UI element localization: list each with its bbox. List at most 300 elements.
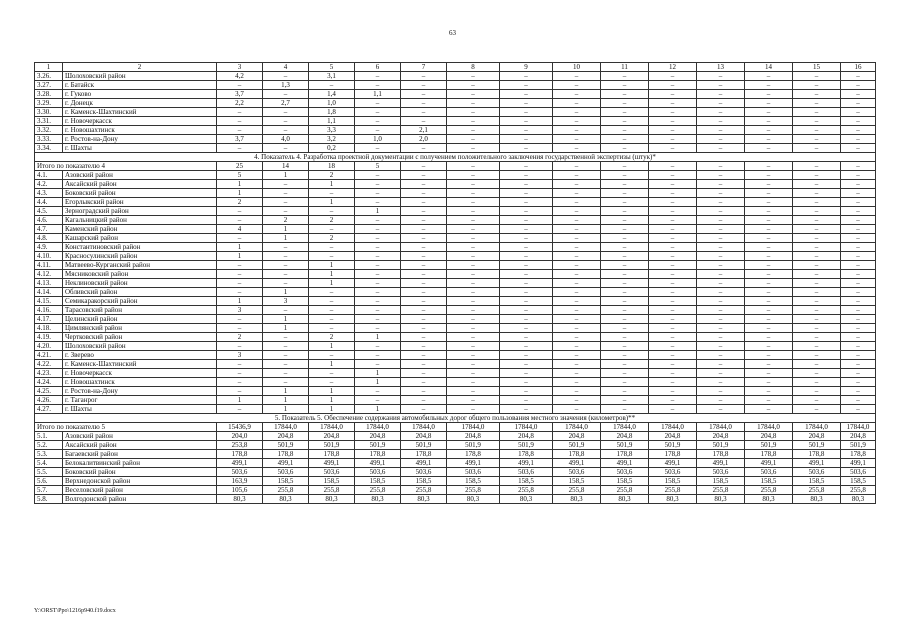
value-cell: – — [553, 135, 601, 144]
column-number-cell: 6 — [355, 63, 401, 72]
value-cell: – — [649, 297, 697, 306]
value-cell: – — [601, 90, 649, 99]
value-cell: – — [601, 135, 649, 144]
value-cell: 2 — [309, 216, 355, 225]
value-cell: – — [263, 243, 309, 252]
value-cell: 503,6 — [793, 468, 841, 477]
value-cell: – — [745, 333, 793, 342]
value-cell: – — [500, 81, 553, 90]
value-cell: – — [841, 189, 876, 198]
value-cell: – — [309, 225, 355, 234]
value-cell: – — [401, 396, 447, 405]
value-cell: – — [649, 117, 697, 126]
value-cell: – — [697, 369, 745, 378]
value-cell: 2,7 — [263, 99, 309, 108]
value-cell: 503,6 — [745, 468, 793, 477]
value-cell: – — [649, 189, 697, 198]
value-cell: – — [553, 288, 601, 297]
value-cell: – — [697, 90, 745, 99]
row-code: 5.6. — [35, 477, 63, 486]
value-cell: 80,3 — [309, 495, 355, 504]
value-cell: 158,5 — [841, 477, 876, 486]
value-cell: – — [401, 117, 447, 126]
row-code: 4.14. — [35, 288, 63, 297]
value-cell: – — [217, 279, 263, 288]
value-cell: 499,1 — [649, 459, 697, 468]
row-code: 3.26. — [35, 72, 63, 81]
value-cell: – — [841, 198, 876, 207]
value-cell: – — [355, 297, 401, 306]
value-cell: 1 — [217, 252, 263, 261]
value-cell: – — [697, 207, 745, 216]
value-cell: – — [500, 171, 553, 180]
value-cell: – — [601, 387, 649, 396]
value-cell: – — [793, 396, 841, 405]
row-name: г. Шахты — [63, 405, 217, 414]
value-cell: 1 — [309, 270, 355, 279]
value-cell: 204,8 — [697, 432, 745, 441]
table-row — [35, 432, 876, 441]
value-cell: – — [841, 135, 876, 144]
row-code: 4.26. — [35, 396, 63, 405]
total-value-cell: 15436,9 — [217, 423, 263, 432]
value-cell: 80,3 — [745, 495, 793, 504]
value-cell: 158,5 — [500, 477, 553, 486]
value-cell: – — [447, 117, 500, 126]
table-row — [35, 207, 876, 216]
value-cell: – — [601, 405, 649, 414]
value-cell: – — [447, 144, 500, 153]
row-code: 3.28. — [35, 90, 63, 99]
value-cell: – — [263, 189, 309, 198]
value-cell: – — [447, 234, 500, 243]
value-cell: – — [217, 369, 263, 378]
table-row — [35, 351, 876, 360]
value-cell: 503,6 — [447, 468, 500, 477]
value-cell: – — [401, 378, 447, 387]
row-name: Аксайский район — [63, 180, 217, 189]
table-row — [35, 468, 876, 477]
value-cell: – — [217, 342, 263, 351]
value-cell: – — [697, 72, 745, 81]
value-cell: 2,2 — [217, 99, 263, 108]
value-cell: – — [217, 315, 263, 324]
value-cell: – — [447, 270, 500, 279]
column-number-cell: 15 — [793, 63, 841, 72]
value-cell: – — [841, 72, 876, 81]
value-cell: – — [217, 387, 263, 396]
table-row — [35, 252, 876, 261]
total-value-cell: 25 — [217, 162, 263, 171]
value-cell: 4,2 — [217, 72, 263, 81]
table-row — [35, 378, 876, 387]
value-cell: 80,3 — [217, 495, 263, 504]
value-cell: – — [601, 81, 649, 90]
value-cell: 499,1 — [263, 459, 309, 468]
row-name: Семикаракорский район — [63, 297, 217, 306]
row-name: Цимлянский район — [63, 324, 217, 333]
value-cell: – — [263, 378, 309, 387]
total-value-cell: 5 — [355, 162, 401, 171]
value-cell: 3,7 — [217, 135, 263, 144]
table-row — [35, 261, 876, 270]
value-cell: – — [745, 108, 793, 117]
value-cell: 158,5 — [263, 477, 309, 486]
value-cell: – — [447, 252, 500, 261]
value-cell: – — [745, 369, 793, 378]
value-cell: – — [553, 387, 601, 396]
value-cell: – — [500, 180, 553, 189]
row-name: Зерноградский район — [63, 207, 217, 216]
total-value-cell: 17844,0 — [601, 423, 649, 432]
value-cell: – — [263, 207, 309, 216]
value-cell: – — [793, 243, 841, 252]
value-cell: – — [553, 261, 601, 270]
value-cell: – — [649, 81, 697, 90]
value-cell: – — [745, 90, 793, 99]
value-cell: – — [649, 324, 697, 333]
value-cell: 499,1 — [697, 459, 745, 468]
value-cell: 163,9 — [217, 477, 263, 486]
table-row — [35, 333, 876, 342]
value-cell: – — [355, 171, 401, 180]
value-cell: – — [649, 90, 697, 99]
value-cell: – — [697, 279, 745, 288]
value-cell: – — [309, 315, 355, 324]
value-cell: – — [601, 216, 649, 225]
value-cell: – — [355, 81, 401, 90]
column-number-cell: 8 — [447, 63, 500, 72]
value-cell: 3 — [263, 297, 309, 306]
total-value-cell: 17844,0 — [793, 423, 841, 432]
value-cell: – — [217, 81, 263, 90]
total-value-cell: 17844,0 — [500, 423, 553, 432]
row-code: 4.3. — [35, 189, 63, 198]
value-cell: – — [553, 324, 601, 333]
value-cell: – — [355, 279, 401, 288]
value-cell: – — [793, 288, 841, 297]
value-cell: 80,3 — [649, 495, 697, 504]
value-cell: 178,8 — [263, 450, 309, 459]
value-cell: – — [745, 126, 793, 135]
value-cell: – — [793, 315, 841, 324]
section-title: 4. Показатель 4. Разработка проектной документации с получением положительного заключения государственной экспертизы (штук)* — [35, 153, 876, 162]
value-cell: 501,9 — [745, 441, 793, 450]
value-cell: – — [500, 261, 553, 270]
value-cell: – — [263, 117, 309, 126]
value-cell: 5 — [217, 171, 263, 180]
value-cell: 80,3 — [401, 495, 447, 504]
value-cell: – — [745, 234, 793, 243]
row-name: г. Новочеркасск — [63, 117, 217, 126]
row-name: Шолоховский район — [63, 72, 217, 81]
value-cell: 178,8 — [401, 450, 447, 459]
table-row — [35, 216, 876, 225]
value-cell: – — [309, 252, 355, 261]
page-number: 63 — [449, 29, 456, 37]
value-cell: 501,9 — [401, 441, 447, 450]
table-row — [35, 306, 876, 315]
value-cell: 204,0 — [217, 432, 263, 441]
value-cell: – — [697, 288, 745, 297]
row-name: Верхнедонской район — [63, 477, 217, 486]
value-cell: – — [745, 396, 793, 405]
value-cell: 255,8 — [309, 486, 355, 495]
value-cell: – — [553, 90, 601, 99]
row-name: Матвеево-Курганский район — [63, 261, 217, 270]
value-cell: 0,2 — [309, 144, 355, 153]
value-cell: – — [553, 315, 601, 324]
value-cell: 2,0 — [401, 135, 447, 144]
value-cell: – — [217, 360, 263, 369]
column-number-cell: 10 — [553, 63, 601, 72]
value-cell: – — [500, 333, 553, 342]
value-cell: – — [601, 180, 649, 189]
value-cell: 1 — [309, 261, 355, 270]
value-cell: 1 — [263, 288, 309, 297]
value-cell: – — [553, 270, 601, 279]
table-row — [35, 360, 876, 369]
value-cell: – — [401, 306, 447, 315]
value-cell: – — [841, 261, 876, 270]
value-cell: 178,8 — [447, 450, 500, 459]
value-cell: – — [553, 225, 601, 234]
row-code: 5.7. — [35, 486, 63, 495]
value-cell: – — [553, 279, 601, 288]
value-cell: – — [401, 297, 447, 306]
value-cell: – — [309, 351, 355, 360]
value-cell: – — [601, 117, 649, 126]
value-cell: 499,1 — [401, 459, 447, 468]
value-cell: – — [841, 117, 876, 126]
value-cell: – — [745, 387, 793, 396]
value-cell: 158,5 — [355, 477, 401, 486]
value-cell: – — [447, 126, 500, 135]
value-cell: – — [649, 180, 697, 189]
table-row — [35, 369, 876, 378]
value-cell: – — [793, 108, 841, 117]
value-cell: – — [793, 261, 841, 270]
value-cell: – — [553, 207, 601, 216]
value-cell: 1 — [263, 315, 309, 324]
value-cell: – — [649, 198, 697, 207]
value-cell: – — [401, 225, 447, 234]
row-code: 4.13. — [35, 279, 63, 288]
value-cell: – — [793, 117, 841, 126]
value-cell: 255,8 — [553, 486, 601, 495]
value-cell: 158,5 — [401, 477, 447, 486]
value-cell: – — [355, 99, 401, 108]
table-row — [35, 108, 876, 117]
value-cell: – — [553, 297, 601, 306]
value-cell: – — [355, 243, 401, 252]
row-code: 4.7. — [35, 225, 63, 234]
section-4-title-row — [35, 153, 876, 162]
value-cell: 80,3 — [500, 495, 553, 504]
value-cell: – — [649, 135, 697, 144]
value-cell: 255,8 — [697, 486, 745, 495]
value-cell: 1 — [309, 360, 355, 369]
value-cell: – — [745, 189, 793, 198]
value-cell: – — [500, 189, 553, 198]
value-cell: – — [697, 333, 745, 342]
row-name: Боковский район — [63, 468, 217, 477]
value-cell: – — [697, 180, 745, 189]
total-value-cell: 17844,0 — [649, 423, 697, 432]
value-cell: 178,8 — [841, 450, 876, 459]
value-cell: – — [217, 117, 263, 126]
row-name: Неклиновский район — [63, 279, 217, 288]
value-cell: – — [697, 108, 745, 117]
table-row — [35, 387, 876, 396]
value-cell: – — [500, 351, 553, 360]
row-name: Азовский район — [63, 432, 217, 441]
value-cell: – — [217, 378, 263, 387]
value-cell: 80,3 — [355, 495, 401, 504]
total-value-cell: 17844,0 — [697, 423, 745, 432]
value-cell: – — [649, 288, 697, 297]
value-cell: – — [553, 72, 601, 81]
value-cell: – — [447, 225, 500, 234]
value-cell: – — [553, 405, 601, 414]
value-cell: 501,9 — [697, 441, 745, 450]
value-cell: – — [500, 99, 553, 108]
row-code: 4.15. — [35, 297, 63, 306]
value-cell: 1 — [263, 324, 309, 333]
column-number-cell: 1 — [35, 63, 63, 72]
row-code: 4.9. — [35, 243, 63, 252]
row-name: Чертковский район — [63, 333, 217, 342]
column-number-cell: 2 — [63, 63, 217, 72]
value-cell: – — [649, 216, 697, 225]
total-value-cell: 17844,0 — [401, 423, 447, 432]
value-cell: – — [263, 72, 309, 81]
value-cell: 178,8 — [793, 450, 841, 459]
value-cell: – — [697, 405, 745, 414]
value-cell: – — [553, 189, 601, 198]
value-cell: – — [697, 252, 745, 261]
value-cell: – — [447, 81, 500, 90]
value-cell: – — [793, 90, 841, 99]
value-cell: – — [263, 279, 309, 288]
value-cell: 503,6 — [263, 468, 309, 477]
value-cell: – — [649, 72, 697, 81]
value-cell: 178,8 — [649, 450, 697, 459]
value-cell: 1,0 — [309, 99, 355, 108]
value-cell: – — [553, 378, 601, 387]
value-cell: 3,7 — [217, 90, 263, 99]
value-cell: – — [401, 342, 447, 351]
value-cell: – — [217, 144, 263, 153]
value-cell: – — [841, 369, 876, 378]
value-cell: – — [401, 108, 447, 117]
value-cell: – — [401, 72, 447, 81]
value-cell: – — [793, 297, 841, 306]
value-cell: – — [401, 189, 447, 198]
value-cell: – — [649, 342, 697, 351]
value-cell: – — [355, 234, 401, 243]
value-cell: – — [309, 324, 355, 333]
value-cell: – — [355, 108, 401, 117]
value-cell: – — [401, 243, 447, 252]
value-cell: – — [263, 360, 309, 369]
total-value-cell: 14 — [263, 162, 309, 171]
value-cell: 503,6 — [500, 468, 553, 477]
value-cell: – — [553, 351, 601, 360]
value-cell: 158,5 — [745, 477, 793, 486]
value-cell: 1 — [309, 405, 355, 414]
value-cell: – — [841, 297, 876, 306]
value-cell: 4 — [217, 225, 263, 234]
value-cell: 255,8 — [601, 486, 649, 495]
value-cell: – — [841, 324, 876, 333]
value-cell: – — [553, 252, 601, 261]
row-code: 4.17. — [35, 315, 63, 324]
row-code: 4.20. — [35, 342, 63, 351]
value-cell: – — [263, 270, 309, 279]
row-code: 4.6. — [35, 216, 63, 225]
value-cell: – — [793, 369, 841, 378]
value-cell: – — [309, 189, 355, 198]
total-value-cell: – — [793, 162, 841, 171]
value-cell: – — [355, 126, 401, 135]
value-cell: – — [793, 225, 841, 234]
row-code: 4.24. — [35, 378, 63, 387]
value-cell: – — [500, 315, 553, 324]
value-cell: – — [697, 270, 745, 279]
value-cell: – — [745, 342, 793, 351]
value-cell: – — [553, 333, 601, 342]
table-row — [35, 459, 876, 468]
value-cell: – — [500, 387, 553, 396]
value-cell: – — [309, 243, 355, 252]
total-label: Итого по показателю 4 — [35, 162, 217, 171]
value-cell: 178,8 — [355, 450, 401, 459]
value-cell: – — [649, 387, 697, 396]
row-code: 5.8. — [35, 495, 63, 504]
row-name: Багаевский район — [63, 450, 217, 459]
value-cell: 80,3 — [793, 495, 841, 504]
value-cell: – — [500, 378, 553, 387]
value-cell: 3 — [217, 306, 263, 315]
value-cell: 499,1 — [355, 459, 401, 468]
column-number-cell: 14 — [745, 63, 793, 72]
value-cell: – — [217, 126, 263, 135]
value-cell: – — [500, 108, 553, 117]
value-cell: – — [649, 126, 697, 135]
value-cell: – — [745, 72, 793, 81]
value-cell: 158,5 — [697, 477, 745, 486]
value-cell: – — [263, 126, 309, 135]
value-cell: – — [355, 198, 401, 207]
table-row — [35, 198, 876, 207]
value-cell: 255,8 — [649, 486, 697, 495]
value-cell: – — [841, 207, 876, 216]
value-cell: 1 — [263, 396, 309, 405]
value-cell: 255,8 — [841, 486, 876, 495]
table-row — [35, 405, 876, 414]
value-cell: – — [500, 360, 553, 369]
value-cell: – — [447, 315, 500, 324]
value-cell: – — [601, 108, 649, 117]
value-cell: – — [447, 189, 500, 198]
value-cell: 105,6 — [217, 486, 263, 495]
row-name: Каменский район — [63, 225, 217, 234]
value-cell: 1 — [309, 342, 355, 351]
value-cell: – — [649, 171, 697, 180]
value-cell: – — [309, 297, 355, 306]
value-cell: 204,8 — [263, 432, 309, 441]
